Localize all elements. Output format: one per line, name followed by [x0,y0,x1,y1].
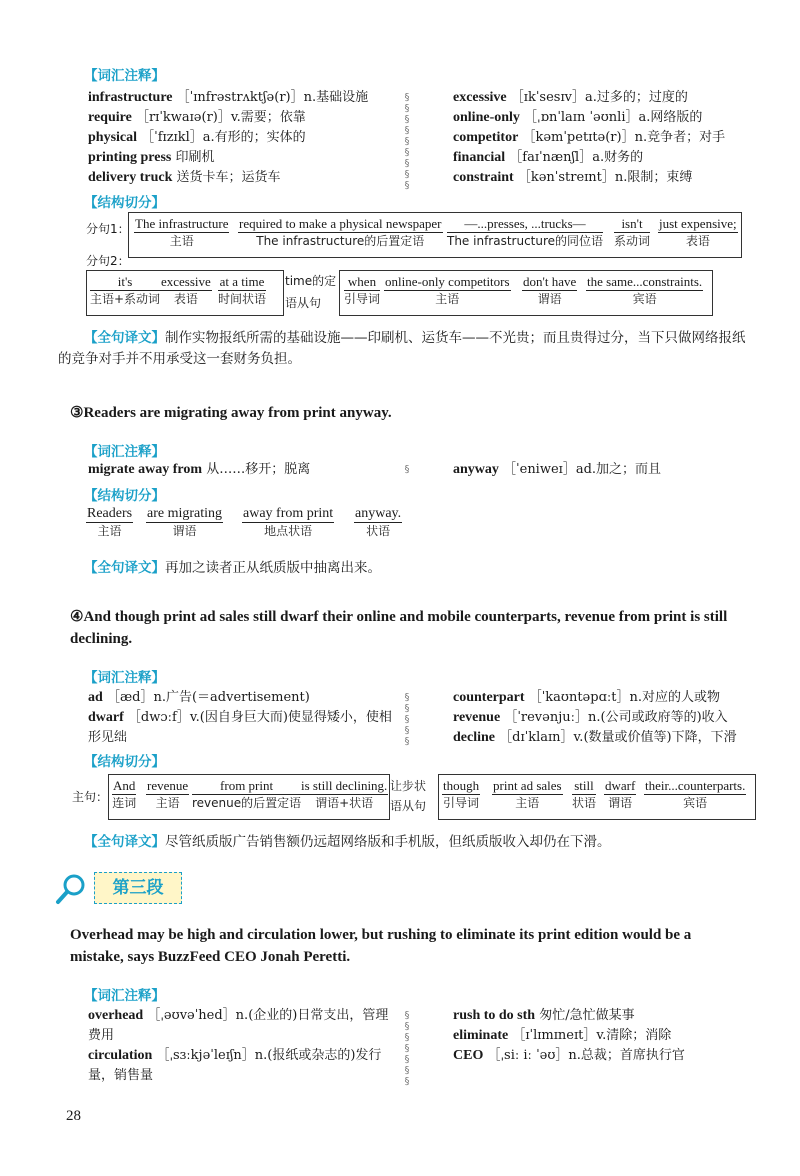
binding-spiral: § § § § § § § § § [404,92,410,191]
key-sentence: ④And though print ad sales still dwarf their online and mobile counterparts, revenue from print is still declining. [70,609,728,647]
structure-label: 【结构切分】 [84,754,165,770]
struct-segment: Readers 主语 [87,506,133,538]
struct-segment: just expensive; 表语 [659,216,737,248]
vocab-item: physical ［ˈfɪzɪkl］a.有形的；实体的 [88,130,306,145]
struct-segment: at a time 时间状语 [218,274,267,306]
vocab-item: delivery truck 送货卡车；运货车 [88,170,281,185]
vocab-label: 【词汇注释】 [84,68,165,84]
vocab-list-right [453,460,773,480]
clause-link-label: 让步状语从句 [390,779,427,813]
struct-segment: anyway. 状语 [355,506,402,538]
vocab-item: migrate away from 从……移开；脱离 [88,462,311,477]
struct-segment: though 引导词 [443,778,480,810]
clause-link-label: time的定语从句 [285,274,337,310]
vocab-item: dwarf ［dwɔːf］v.(因自身巨大而)使显得矮小，使相形见绌 [88,710,392,745]
struct-segment: isn't 系动词 [614,216,651,248]
struct-segment: excessive 表语 [161,274,211,306]
struct-segment: still 状语 [572,778,597,810]
vocab-item: printing press 印刷机 [88,150,215,165]
vocab-item: circulation ［ˌsɜːkjəˈleɪʃn］n.(报纸或杂志的)发行量，销售量 [88,1048,382,1083]
binding-spiral: § § § § § § § [404,1010,410,1087]
paragraph-heading [72,872,182,904]
binding-spiral: § § § § § [404,692,410,747]
full-translation: 【全句译文】再加之读者正从纸质版中抽离出来。 [84,560,381,576]
key-sentence: Overhead may be high and circulation lower, but rushing to eliminate its print edition would be a mistake, says BuzzFeed CEO Jonah Peretti. [70,927,692,965]
struct-segment: revenue 主语 [147,778,189,810]
struct-segment: print ad sales 主语 [493,778,562,810]
vocab-item: eliminate ［ɪˈlɪmɪneɪt］v.清除；消除 [453,1028,672,1043]
struct-segment: the same...constraints. 宾语 [587,274,703,306]
main-clause-label: 主句： [72,790,109,804]
clause2-label: 分句2： [86,254,130,268]
vocab-label: 【词汇注释】 [84,670,165,686]
struct-segment: don't have 谓语 [523,274,577,306]
vocab-list-left [88,1006,392,1086]
full-translation: 【全句译文】制作实物报纸所需的基础设施——印刷机、运货车——不光贵；而且贵得过分，当下只做网络报纸的竞争对手并不用承受这一套财务负担。 [58,330,746,367]
vocab-item: rush to do sth 匆忙/急忙做某事 [453,1008,635,1023]
vocab-list-left [88,460,408,480]
struct-segment: are migrating 谓语 [147,506,223,538]
key-sentence: ③Readers are migrating away from print anyway. [70,405,392,421]
vocab-item: CEO ［ˌsiː iː ˈəʊ］n.总裁；首席执行官 [453,1048,685,1063]
vocab-label: 【词汇注释】 [84,988,165,1004]
vocab-item: decline ［dɪˈklaɪn］v.(数量或价值等)下降，下滑 [453,730,737,745]
vocab-item: competitor ［kəmˈpetɪtə(r)］n.竞争者；对手 [453,130,726,145]
struct-segment: required to make a physical newspaper The infrastructure的后置定语 [239,216,442,248]
page-number: 28 [66,1108,81,1124]
vocab-item: overhead ［ˌəʊvəˈhed］n.(企业的)日常支出，管理费用 [88,1008,389,1043]
vocab-item: counterpart ［ˈkaʊntəpɑːt］n.对应的人或物 [453,690,720,705]
vocab-list-right [453,88,773,188]
struct-segment: And 连词 [112,778,137,810]
paragraph-heading-text: 第三段 [94,872,182,904]
vocab-list-right [453,1006,773,1066]
vocab-item: ad ［æd］n.广告(＝advertisement) [88,690,310,705]
struct-segment: dwarf 谓语 [605,778,636,810]
struct-segment: it's 主语+系动词 [90,274,161,306]
struct-segment: The infrastructure 主语 [135,216,229,248]
vocab-list-left [88,688,398,748]
binding-spiral: § [404,464,410,475]
struct-segment: online-only competitors 主语 [385,274,510,306]
struct-segment: away from print 地点状语 [243,506,334,538]
vocab-item: require ［rɪˈkwaɪə(r)］v.需要；依靠 [88,110,306,125]
vocab-list-left [88,88,408,188]
struct-segment: when 引导词 [344,274,381,306]
vocab-item: constraint ［kənˈstreɪnt］n.限制；束缚 [453,170,693,185]
struct-segment: their...counterparts. 宾语 [645,778,746,810]
full-translation: 【全句译文】尽管纸质版广告销售额仍远超网络版和手机版，但纸质版收入却仍在下滑。 [84,834,611,850]
magnifier-icon [54,872,92,906]
vocab-item: online-only ［ˌɒnˈlaɪn ˈəʊnli］a.网络版的 [453,110,703,125]
vocab-item: infrastructure ［ˈɪnfrəstrʌktʃə(r)］n.基础设施 [88,90,369,105]
struct-segment: from print revenue的后置定语 [192,778,302,810]
vocab-item: excessive ［ɪkˈsesɪv］a.过多的；过度的 [453,90,688,105]
vocab-item: financial ［faɪˈnænʃl］a.财务的 [453,150,644,165]
vocab-list-right [453,688,773,748]
struct-segment: —...presses, ...trucks— The infrastructure的同位语 [447,216,604,248]
structure-label: 【结构切分】 [84,488,165,504]
vocab-item: anyway ［ˈeniweɪ］ad.加之；而且 [453,462,662,477]
vocab-item: revenue ［ˈrevənjuː］n.(公司或政府等的)收入 [453,710,728,725]
struct-segment: is still declining. 谓语+状语 [301,778,388,810]
structure-label: 【结构切分】 [84,195,165,211]
clause1-label: 分句1： [86,222,130,236]
vocab-label: 【词汇注释】 [84,444,165,460]
